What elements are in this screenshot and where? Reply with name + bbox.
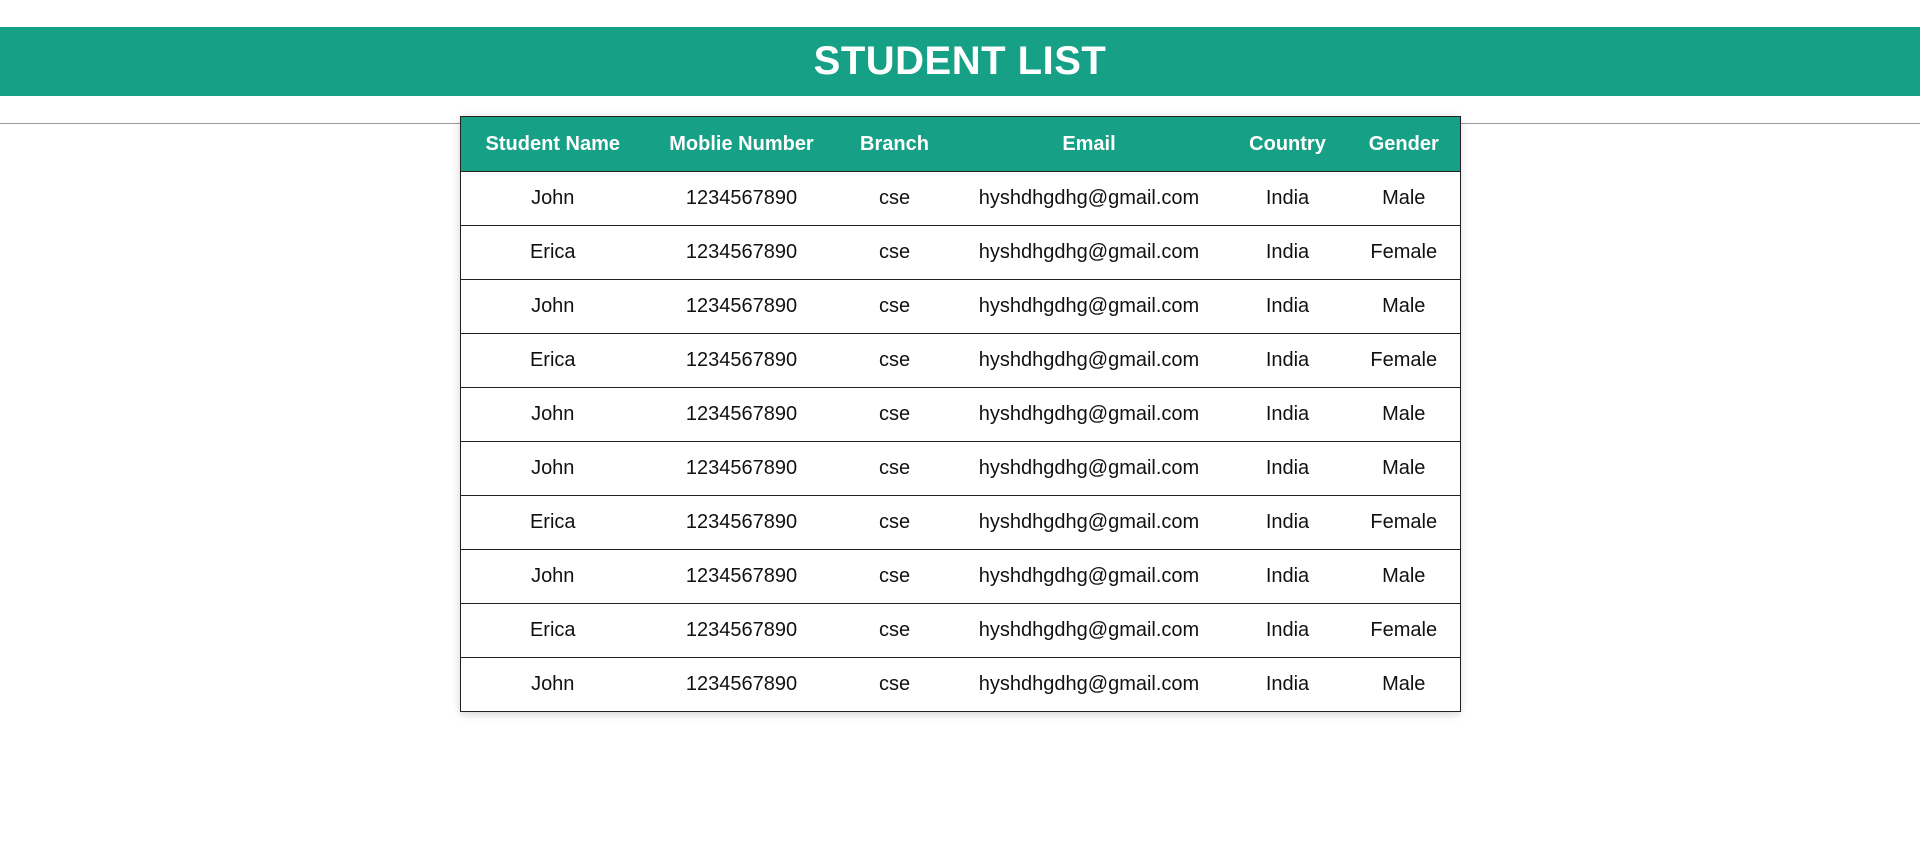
column-header-branch: Branch [839,117,951,172]
column-header-gender: Gender [1348,117,1461,172]
table-row [461,388,1461,442]
email-cell: hyshdhgdhg@gmail.com [951,226,1228,280]
country-cell: India [1228,172,1348,226]
table-row [461,280,1461,334]
country-cell: India [1228,442,1348,496]
mobile-number-cell: 1234567890 [645,604,839,658]
gender-cell: Male [1348,658,1461,712]
gender-cell: Female [1348,334,1461,388]
student-name-cell: Erica [461,334,645,388]
email-cell: hyshdhgdhg@gmail.com [951,280,1228,334]
mobile-number-cell: 1234567890 [645,550,839,604]
student-name-cell: Erica [461,496,645,550]
country-cell: India [1228,658,1348,712]
gender-cell: Male [1348,388,1461,442]
gender-cell: Male [1348,550,1461,604]
mobile-number-cell: 1234567890 [645,334,839,388]
table-body [461,172,1461,712]
mobile-number-cell: 1234567890 [645,442,839,496]
mobile-number-cell: 1234567890 [645,280,839,334]
country-cell: India [1228,388,1348,442]
gender-cell: Female [1348,604,1461,658]
column-header-country: Country [1228,117,1348,172]
student-name-cell: John [461,172,645,226]
column-header-email: Email [951,117,1228,172]
email-cell: hyshdhgdhg@gmail.com [951,604,1228,658]
branch-cell: cse [839,226,951,280]
branch-cell: cse [839,388,951,442]
branch-cell: cse [839,604,951,658]
page-header [0,27,1920,96]
email-cell: hyshdhgdhg@gmail.com [951,550,1228,604]
email-cell: hyshdhgdhg@gmail.com [951,658,1228,712]
table-row [461,334,1461,388]
header-row [461,117,1461,172]
table-row [461,226,1461,280]
email-cell: hyshdhgdhg@gmail.com [951,496,1228,550]
table-row [461,496,1461,550]
page-title: STUDENT LIST [813,39,1107,83]
branch-cell: cse [839,172,951,226]
country-cell: India [1228,334,1348,388]
student-table-container [460,116,1460,712]
country-cell: India [1228,280,1348,334]
branch-cell: cse [839,496,951,550]
country-cell: India [1228,496,1348,550]
gender-cell: Female [1348,226,1461,280]
table-row [461,604,1461,658]
student-name-cell: Erica [461,604,645,658]
mobile-number-cell: 1234567890 [645,388,839,442]
table-header [461,117,1461,172]
country-cell: India [1228,226,1348,280]
student-table [460,116,1461,712]
table-row [461,172,1461,226]
branch-cell: cse [839,442,951,496]
table-row [461,658,1461,712]
student-name-cell: John [461,442,645,496]
email-cell: hyshdhgdhg@gmail.com [951,172,1228,226]
branch-cell: cse [839,334,951,388]
gender-cell: Female [1348,496,1461,550]
mobile-number-cell: 1234567890 [645,658,839,712]
student-name-cell: John [461,388,645,442]
country-cell: India [1228,550,1348,604]
table-row [461,550,1461,604]
student-name-cell: John [461,550,645,604]
email-cell: hyshdhgdhg@gmail.com [951,388,1228,442]
mobile-number-cell: 1234567890 [645,496,839,550]
column-header-mobile-number: Moblie Number [645,117,839,172]
branch-cell: cse [839,550,951,604]
student-name-cell: Erica [461,226,645,280]
student-name-cell: John [461,280,645,334]
table-row [461,442,1461,496]
email-cell: hyshdhgdhg@gmail.com [951,442,1228,496]
gender-cell: Male [1348,442,1461,496]
gender-cell: Male [1348,172,1461,226]
student-name-cell: John [461,658,645,712]
country-cell: India [1228,604,1348,658]
mobile-number-cell: 1234567890 [645,172,839,226]
branch-cell: cse [839,658,951,712]
mobile-number-cell: 1234567890 [645,226,839,280]
gender-cell: Male [1348,280,1461,334]
email-cell: hyshdhgdhg@gmail.com [951,334,1228,388]
branch-cell: cse [839,280,951,334]
column-header-student-name: Student Name [461,117,645,172]
